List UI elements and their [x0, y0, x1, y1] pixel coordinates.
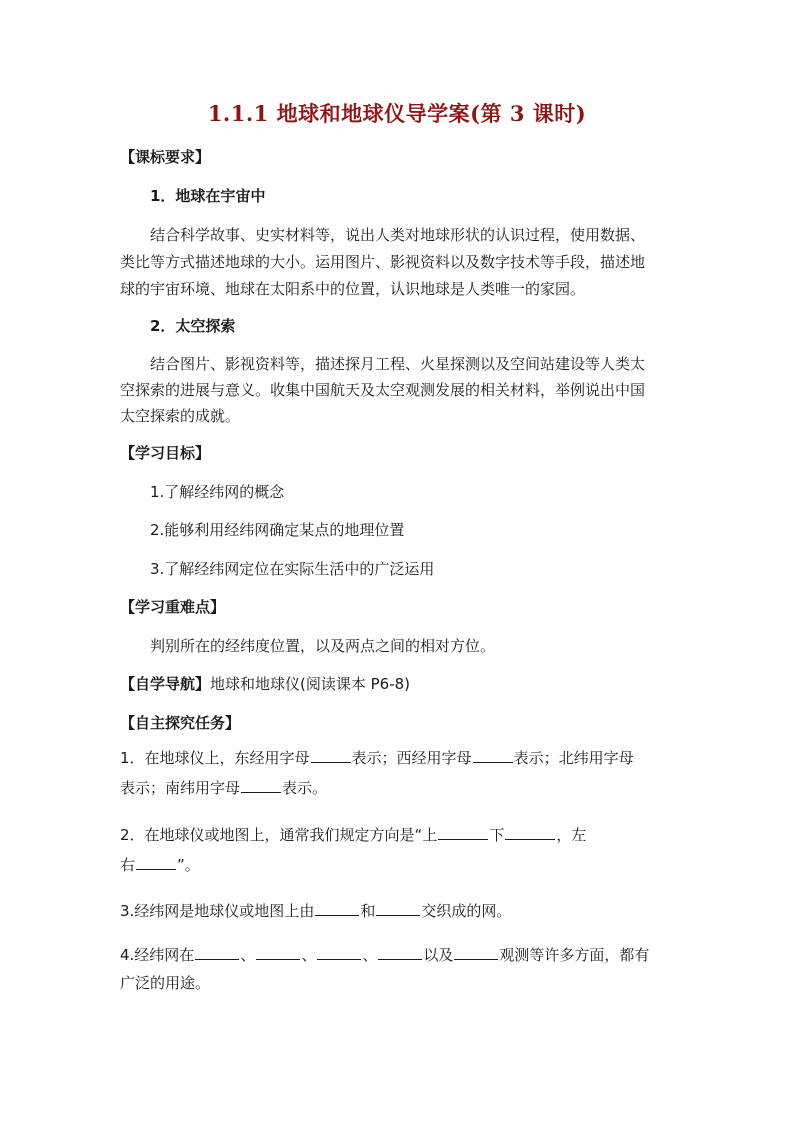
question-3-text-c: 交织成的网。	[421, 902, 512, 920]
separator: 、	[362, 946, 378, 964]
answer-blank-use-3[interactable]	[317, 945, 361, 960]
question-4-line-2: 广泛的用途。	[120, 974, 211, 992]
answer-blank-south[interactable]	[241, 778, 281, 793]
answer-blank-west[interactable]	[473, 748, 513, 763]
question-4-text-c: 观测等许多方面，都有	[499, 946, 650, 964]
question-2-text-c: ，左	[556, 826, 587, 844]
section-2-text-line-2: 空探索的进展与意义。收集中国航天及太空观测发展的相关材料，举例说出中国	[120, 381, 646, 399]
page-title: 1.1.1 地球和地球仪导学案(第 3 课时)	[207, 101, 587, 126]
section-1-text-line-1: 结合科学故事、史实材料等，说出人类对地球形状的认识过程，使用数据、	[150, 226, 646, 244]
goal-item-2: 2.能够利用经纬网确定某点的地理位置	[150, 521, 405, 539]
answer-blank-use-4[interactable]	[378, 945, 422, 960]
separator: 、	[240, 946, 256, 964]
answer-blank-down[interactable]	[505, 825, 555, 840]
question-1-text-d: 表示；南纬用字母	[120, 779, 241, 797]
question-2-text-d: 右	[120, 856, 136, 874]
tasks-heading: 【自主探究任务】	[120, 714, 241, 732]
goal-item-1: 1.了解经纬网的概念	[150, 483, 285, 501]
question-1-line-1	[120, 748, 634, 768]
section-2-text-line-1: 结合图片、影视资料等，描述探月工程、火星探测以及空间站建设等人类太	[150, 355, 646, 373]
answer-blank-right[interactable]	[136, 855, 176, 870]
goal-item-3: 3.了解经纬网定位在实际生活中的广泛运用	[150, 560, 435, 578]
section-1-text-line-3: 球的宇宙环境、地球在太阳系中的位置，认识地球是人类唯一的家园。	[120, 280, 586, 298]
answer-blank-east[interactable]	[311, 748, 351, 763]
self-study-nav	[120, 674, 410, 694]
question-4-text-b: 以及	[423, 946, 454, 964]
question-3-text-a: 3.经纬网是地球仪或地图上由	[120, 902, 315, 920]
answer-blank-parallel[interactable]	[376, 901, 420, 916]
section-1-text-line-2: 类比等方式描述地球的大小。运用图片、影视资料以及数字技术等手段，描述地	[120, 253, 646, 271]
answer-blank-use-2[interactable]	[256, 945, 300, 960]
question-4-line-1	[120, 945, 649, 965]
question-2-text-b: 下	[489, 826, 505, 844]
question-2-text-e: ”。	[177, 856, 200, 874]
goals-heading: 【学习目标】	[120, 444, 211, 462]
question-2-line-1	[120, 825, 586, 845]
question-4-text-a: 4.经纬网在	[120, 946, 195, 964]
question-3-text-b: 和	[360, 902, 376, 920]
key-points-text: 判别所在的经纬度位置，以及两点之间的相对方位。	[150, 637, 496, 655]
section-2-text-line-3: 太空探索的成就。	[120, 407, 241, 425]
answer-blank-up[interactable]	[438, 825, 488, 840]
question-2-text-a: 2．在地球仪或地图上，通常我们规定方向是“上	[120, 826, 438, 844]
key-points-heading: 【学习重难点】	[120, 598, 226, 616]
answer-blank-use-5[interactable]	[454, 945, 498, 960]
question-1-text-b: 表示；西经用字母	[351, 749, 472, 767]
question-1-text-e: 表示。	[282, 779, 328, 797]
question-1-line-2	[120, 778, 327, 798]
question-3	[120, 901, 511, 921]
answer-blank-use-1[interactable]	[195, 945, 239, 960]
question-1-text-a: 1．在地球仪上，东经用字母	[120, 749, 310, 767]
question-2-line-2	[120, 855, 200, 875]
separator: 、	[301, 946, 317, 964]
self-study-heading: 【自学导航】	[120, 675, 211, 693]
self-study-text: 地球和地球仪(阅读课本 P6-8)	[210, 675, 411, 693]
question-1-text-c: 表示；北纬用字母	[513, 749, 634, 767]
curriculum-heading: 【课标要求】	[120, 148, 211, 166]
section-1-title: 1．地球在宇宙中	[150, 187, 266, 205]
answer-blank-meridian[interactable]	[315, 901, 359, 916]
section-2-title: 2．太空探索	[150, 317, 236, 335]
